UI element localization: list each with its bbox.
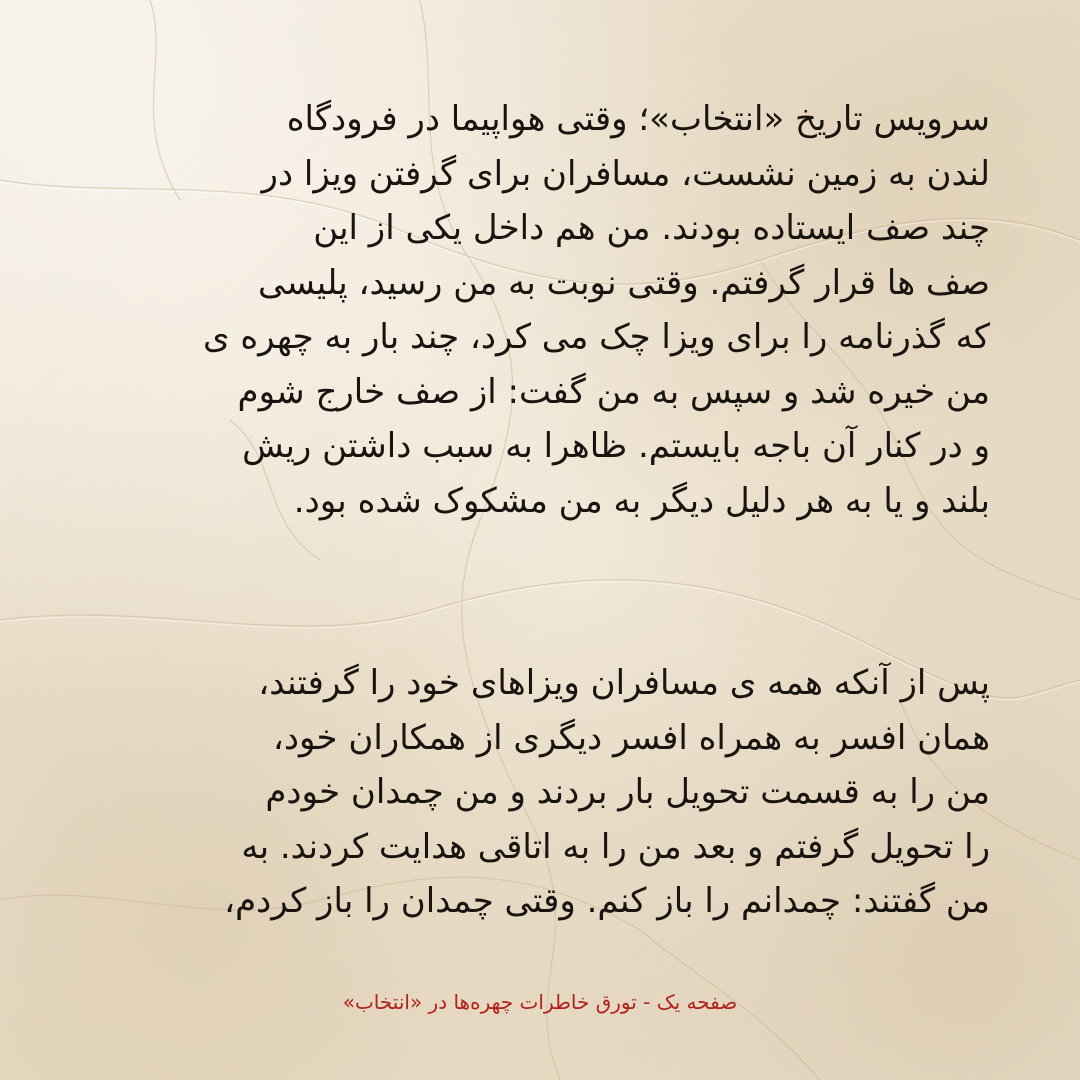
- paragraph-1: [90, 92, 990, 528]
- paragraph-line: را تحویل گرفتم و بعد من را به اتاقی هدایت کردند. به: [241, 826, 990, 867]
- paragraph-line: همان افسر به همراه افسر دیگری از همکاران خود،: [272, 717, 990, 758]
- paragraph-line: سرویس تاریخ «انتخاب»؛ وقتی هواپیما در فرودگاه: [286, 99, 990, 139]
- paragraph-line: من را به قسمت تحویل بار بردند و من چمدان خودم: [265, 772, 990, 812]
- paragraph-line: و در کنار آن باجه بایستم. ظاهرا به سبب داشتن ریش: [242, 426, 990, 466]
- paragraph-line: لندن به زمین نشست، مسافران برای گرفتن ویزا در: [261, 153, 990, 194]
- paragraph-line: پس از آنکه همه ی مسافران ویزاهای خود را گرفتند،: [258, 663, 990, 703]
- paragraph-line: من خیره شد و سپس به من گفت: از صف خارج شوم: [237, 371, 990, 412]
- paragraph-line: که گذرنامه را برای ویزا چک می کرد، چند بار به چهره ی: [202, 317, 990, 357]
- paragraph-line: بلند و یا به هر دلیل دیگر به من مشکوک شده بود.: [293, 480, 990, 521]
- paragraph-2: [90, 656, 990, 929]
- page-caption: صفحه یک - تورق خاطرات چهره‌ها در «انتخاب»: [342, 990, 738, 1014]
- paragraph-line: صف ها قرار گرفتم. وقتی نوبت به من رسید، پلیسی: [258, 262, 990, 303]
- paragraph-line: من گفتند: چمدانم را باز کنم. وقتی چمدان را باز کردم،: [224, 881, 990, 921]
- paragraph-line: چند صف ایستاده بودند. من هم داخل یکی از این: [313, 208, 990, 248]
